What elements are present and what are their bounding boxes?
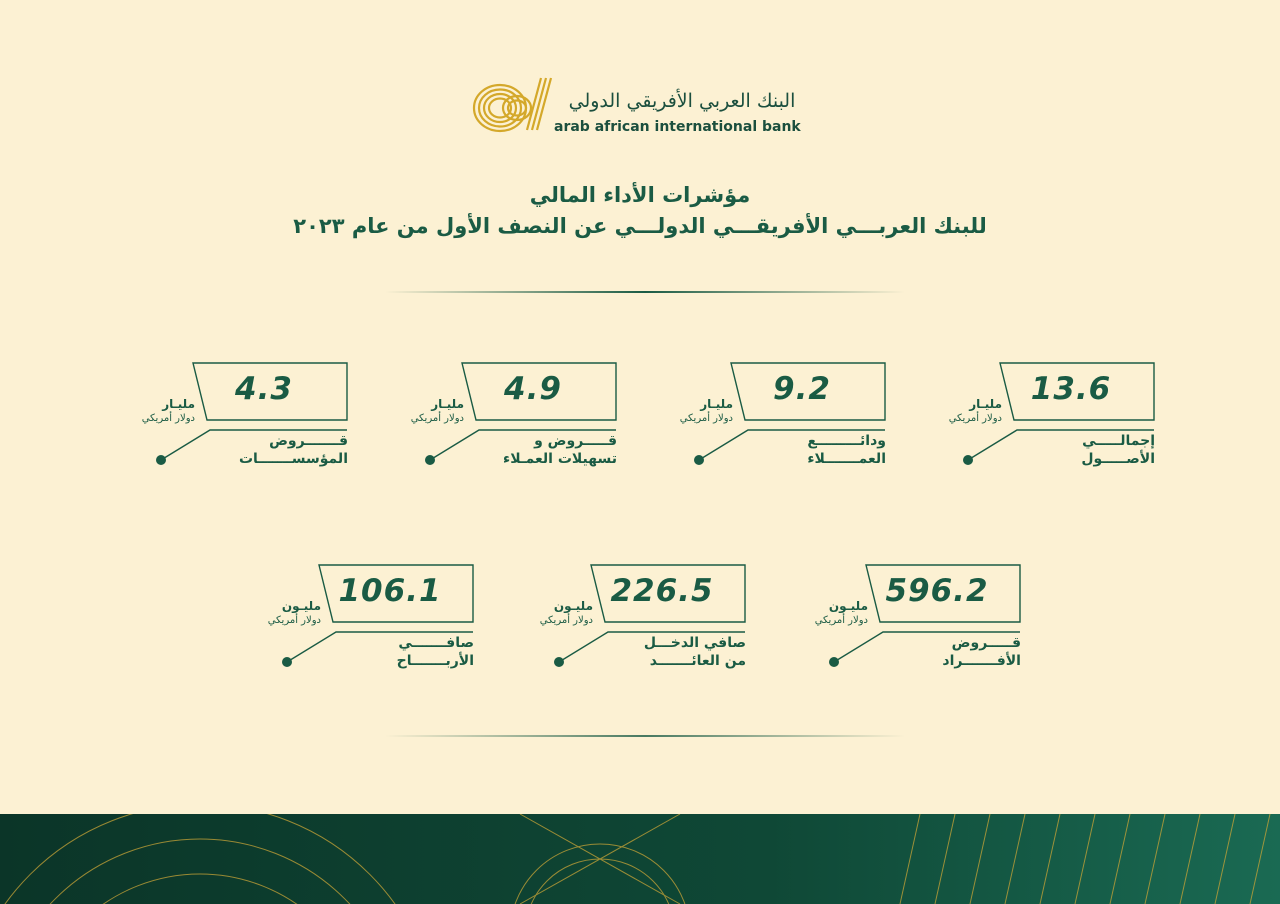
bank-logo-icon — [470, 72, 554, 136]
indicator-unit: مليـون — [828, 599, 868, 613]
indicator-label-line2: العمـــــــلاء — [807, 451, 886, 467]
indicator-value: 9.2 — [773, 371, 831, 407]
indicator-currency: دولار أمريكي — [814, 615, 868, 626]
bank-name-english: arab african international bank — [554, 119, 801, 135]
indicator-value: 4.3 — [235, 371, 293, 407]
indicator-currency: دولار أمريكي — [948, 413, 1002, 424]
indicator-label-line1: قـــــــروض — [269, 433, 348, 449]
indicator-retail-loans — [796, 560, 1036, 685]
indicator-net-interest-income — [521, 560, 761, 685]
indicator-unit: مليـار — [700, 397, 733, 411]
indicator-value: 596.2 — [885, 573, 989, 609]
indicator-label — [746, 432, 886, 468]
indicator-label-line2: المؤسســـــــات — [238, 451, 348, 467]
indicator-label — [1015, 432, 1155, 468]
indicator-unit: مليـار — [969, 397, 1002, 411]
indicator-label-line1: قـــــروض و — [534, 433, 617, 449]
indicator-customer-loans — [392, 358, 632, 483]
indicator-net-profit — [249, 560, 489, 685]
indicator-currency: دولار أمريكي — [679, 413, 733, 424]
bullet-dot-icon — [694, 455, 704, 465]
indicator-currency: دولار أمريكي — [539, 615, 593, 626]
indicator-total-assets — [930, 358, 1170, 483]
indicator-label-line1: قـــــروض — [951, 635, 1021, 651]
indicator-value: 106.1 — [338, 573, 442, 609]
indicator-unit: مليـار — [162, 397, 195, 411]
indicator-value: 226.5 — [610, 573, 714, 609]
indicator-label-line2: الأفـــــــراد — [942, 653, 1021, 669]
indicator-label-line2: الأربـــــــاح — [396, 653, 474, 669]
bullet-dot-icon — [282, 657, 292, 667]
indicator-label — [606, 634, 746, 670]
indicator-label-line1: ودائـــــــــع — [807, 433, 886, 449]
indicator-unit: مليـون — [281, 599, 321, 613]
bullet-dot-icon — [963, 455, 973, 465]
page-title: مؤشرات الأداء المالي — [529, 183, 751, 207]
indicator-label-line2: تسهيلات العمـلاء — [503, 451, 617, 467]
indicator-label-line1: صافي الدخـــل — [643, 635, 746, 651]
bullet-dot-icon — [156, 455, 166, 465]
indicator-unit: مليـار — [431, 397, 464, 411]
indicator-currency: دولار أمريكي — [267, 615, 321, 626]
indicator-value: 4.9 — [504, 371, 562, 407]
indicator-customer-deposits — [661, 358, 901, 483]
top-divider — [385, 291, 905, 293]
bullet-dot-icon — [554, 657, 564, 667]
indicator-label — [334, 634, 474, 670]
indicator-currency: دولار أمريكي — [410, 413, 464, 424]
indicator-label-line1: إجمالـــــي — [1082, 433, 1155, 449]
bank-name-arabic: البنك العربي الأفريقي الدولي — [568, 90, 796, 112]
bottom-divider — [385, 735, 905, 737]
indicator-currency: دولار أمريكي — [141, 413, 195, 424]
indicator-label-line2: الأصـــــول — [1081, 451, 1155, 467]
indicator-corporate-loans — [123, 358, 363, 483]
indicator-label — [881, 634, 1021, 670]
footer-band — [0, 814, 1280, 904]
indicator-label-line2: من العائـــــــد — [649, 653, 746, 669]
indicator-label-line1: صافـــــــي — [398, 635, 474, 651]
indicator-label — [208, 432, 348, 468]
page-subtitle: للبنك العربـــي الأفريقـــي الدولـــي عن النصف الأول من عام ٢٠٢٣ — [293, 214, 987, 238]
indicator-unit: مليـون — [553, 599, 593, 613]
bank-logo — [470, 72, 815, 142]
bullet-dot-icon — [425, 455, 435, 465]
indicator-value: 13.6 — [1030, 371, 1112, 407]
bullet-dot-icon — [829, 657, 839, 667]
indicator-label — [477, 432, 617, 468]
